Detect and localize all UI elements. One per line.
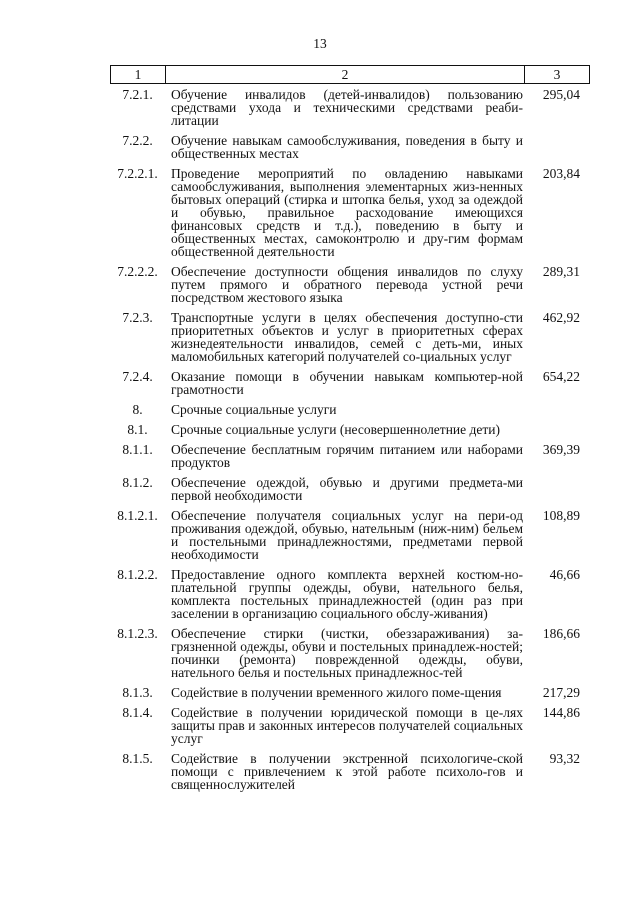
table-row (110, 752, 590, 791)
row-value: 289,31 (542, 264, 580, 279)
table-row (110, 509, 590, 561)
row-number: 7.2.2.2. (117, 264, 158, 279)
row-number: 8.1.2.2. (117, 567, 158, 582)
table-row (110, 134, 590, 160)
row-number: 7.2.3. (122, 310, 153, 325)
row-value: 186,66 (542, 626, 580, 641)
row-description: Содействие в получении временного жилого поме-щения (171, 685, 502, 700)
header-col-1: 1 (111, 66, 166, 83)
row-number: 7.2.2. (122, 133, 153, 148)
row-value: 46,66 (549, 567, 580, 582)
row-number: 8.1.2.1. (117, 508, 158, 523)
table-row (110, 311, 590, 363)
row-description: Срочные социальные услуги (несовершеннолетние дети) (171, 422, 500, 437)
row-value: 295,04 (542, 87, 580, 102)
table-row (110, 423, 590, 436)
row-number: 8.1.1. (122, 442, 153, 457)
row-value: 369,39 (542, 442, 580, 457)
row-value: 203,84 (542, 166, 580, 181)
table-row (110, 265, 590, 304)
page-number: 13 (313, 36, 327, 51)
row-description: Транспортные услуги в целях обеспечения доступно-сти приоритетных объектов и услуг в приоритетных сферах жизнедеятельности инвалидов, семей с деть-ми, иных маломобильных категорий получателей со-циальных услуг (171, 310, 523, 364)
row-description: Срочные социальные услуги (171, 402, 337, 417)
row-number: 7.2.2.1. (117, 166, 158, 181)
table-row (110, 403, 590, 416)
row-number: 8.1.3. (122, 685, 153, 700)
table-row (110, 88, 590, 127)
header-col-2: 2 (166, 66, 525, 83)
row-description: Обеспечение получателя социальных услуг на пери-од проживания одеждой, обувью, нательным (ниж-ним) бельем и постельными принадлежностями, предметами первой необходимости (171, 508, 523, 562)
header-col-3: 3 (553, 67, 561, 82)
table-row (110, 627, 590, 679)
row-value: 144,86 (542, 705, 580, 720)
table-row (110, 568, 590, 620)
row-description: Содействие в получении экстренной психологиче-ской помощи с привлечением к этой работе психоло-гов и священнослужителей (171, 751, 523, 792)
row-description: Проведение мероприятий по овладению навыками самообслуживания, выполнения элементарных жиз-ненных бытовых операций (стирка и штопка белья, уход за одеждой и обувью, правильное расходование имеющихся финансовых средств и т.д.), поведению в быту и общественных местах, самоконтролю и дру-гим формам общественной деятельности (171, 166, 523, 259)
row-description: Обучение инвалидов (детей-инвалидов) пользованию средствами ухода и техническими средствами реаби-литации (171, 87, 523, 128)
row-description: Обеспечение стирки (чистки, обеззараживания) за-грязненной одежды, обуви и постельных принадлеж-ностей; починки (ремонта) поврежденной одежды, обуви, нательного белья и постельных принадлежнос-тей (171, 626, 523, 680)
row-value: 217,29 (542, 685, 580, 700)
row-description: Предоставление одного комплекта верхней костюм-но-плательной группы одежды, обуви, нательного белья, комплекта постельных принадлежностей (один раз при заселении в организацию социального обслу-живания) (171, 567, 523, 621)
row-value: 654,22 (542, 369, 580, 384)
row-number: 7.2.1. (122, 87, 153, 102)
table-row (110, 443, 590, 469)
row-number: 8.1.5. (122, 751, 153, 766)
row-description: Обеспечение бесплатным горячим питанием или наборами продуктов (171, 442, 523, 470)
row-description: Оказание помощи в обучении навыкам компьютер-ной грамотности (171, 369, 523, 397)
row-number: 8.1.2.3. (117, 626, 158, 641)
row-number: 8.1.2. (122, 475, 153, 490)
row-value: 462,92 (542, 310, 580, 325)
table-row (110, 706, 590, 745)
row-description: Содействие в получении юридической помощи в це-лях защиты прав и законных интересов получателей социальных услуг (171, 705, 523, 746)
table-row (110, 370, 590, 396)
row-value: 108,89 (542, 508, 580, 523)
row-number: 8.1. (127, 422, 148, 437)
row-description: Обеспечение доступности общения инвалидов по слуху путем прямого и обратного перевода устной речи посредством жестового языка (171, 264, 523, 305)
table-header (110, 65, 590, 84)
row-number: 8. (132, 402, 143, 417)
table-row (110, 686, 590, 699)
table-row (110, 167, 590, 258)
table-row (110, 476, 590, 502)
table-body (110, 88, 590, 798)
row-value: 93,32 (549, 751, 580, 766)
row-number: 7.2.4. (122, 369, 153, 384)
row-description: Обеспечение одеждой, обувью и другими предмета-ми первой необходимости (171, 475, 523, 503)
row-description: Обучение навыкам самообслуживания, поведения в быту и общественных местах (171, 133, 523, 161)
row-number: 8.1.4. (122, 705, 153, 720)
